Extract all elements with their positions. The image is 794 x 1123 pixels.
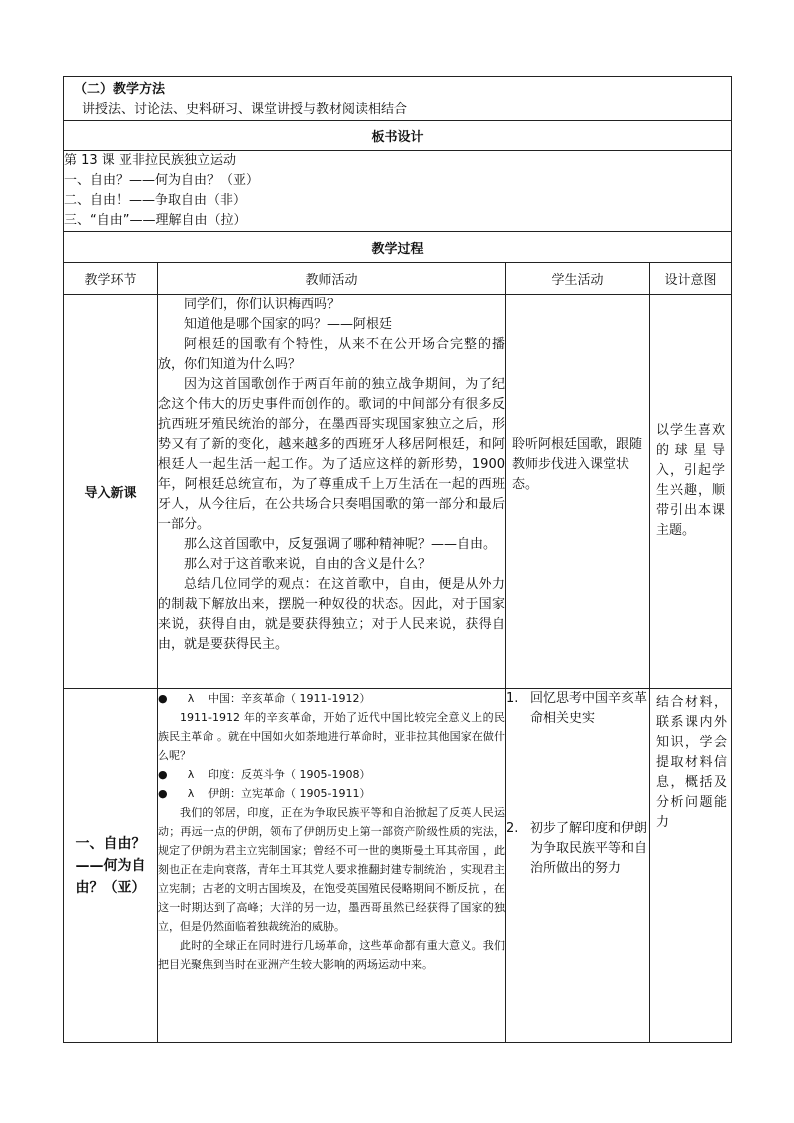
process-row-asia bbox=[64, 689, 732, 1043]
list-text: 初步了解印度和伊朗为争取民族平等和自治所做出的努力 bbox=[530, 821, 648, 876]
teacher-paragraph: 总结几位同学的观点：在这首歌中，自由，便是从外力的制裁下解放出来，摆脱一种奴役的状态。因此，对于国家来说，获得自由，就是要获得独立；对于人民来说，获得自由，就是要获得民主。 bbox=[158, 577, 505, 652]
bullet-item bbox=[158, 765, 505, 784]
student-activity-intro bbox=[506, 295, 650, 689]
teacher-activity-intro bbox=[158, 295, 506, 689]
process-header-row bbox=[64, 263, 732, 295]
lambda-marker: λ bbox=[187, 692, 195, 705]
board-line: 二、自由！——争取自由（非） bbox=[64, 193, 247, 208]
board-design-content-row bbox=[64, 151, 732, 232]
lambda-marker: λ bbox=[187, 787, 195, 800]
document-page bbox=[63, 76, 731, 1043]
teacher-paragraph: 阿根廷的国歌有个特性，从来不在公开场合完整的播放，你们知道为什么吗？ bbox=[158, 337, 505, 372]
teacher-activity-asia bbox=[158, 689, 506, 1043]
header-stage: 教学环节 bbox=[64, 263, 158, 295]
bullet-dot: ● bbox=[158, 692, 168, 705]
bullet-text: 印度：反英斗争（ 1905-1908） bbox=[208, 768, 371, 781]
design-intent-intro bbox=[650, 295, 732, 689]
teaching-method-body: 讲授法、讨论法、史料研习、课堂讲授与教材阅读相结合 bbox=[82, 102, 408, 117]
teacher-paragraph: 因为这首国歌创作于两百年前的独立战争期间，为了纪念这个伟大的历史事件而创作的。歌词的中间部分有很多反抗西班牙殖民统治的部分，在墨西哥实现国家独立之后，形势又有了新的变化，越来越多的西班牙人移居阿根廷，和阿根廷人一起生活一起工作。为了适应这样的新形势，1900 年，阿根廷总统宣布，为了尊重成千上万生活在一起的西班牙人，从今往后，在公共场合只奏唱国歌的第一部分和最后一部分。 bbox=[158, 377, 505, 532]
board-line: 三、“自由”——理解自由（拉） bbox=[64, 213, 247, 228]
bullet-dot: ● bbox=[158, 768, 168, 781]
list-text: 回忆思考中国辛亥革命相关史实 bbox=[530, 691, 648, 726]
teacher-paragraph: 此时的全球正在同时进行几场革命，这些革命都有重大意义。我们把目光聚焦到当时在亚洲产生较大影响的两场运动中来。 bbox=[158, 939, 505, 971]
list-number: 2. bbox=[506, 821, 519, 836]
teaching-process-title-row bbox=[64, 232, 732, 263]
teacher-paragraph: 知道他是哪个国家的吗？——阿根廷 bbox=[184, 317, 393, 332]
design-intent-text: 以学生喜欢的球星导入，引起学生兴趣，顺带引出本课主题。 bbox=[656, 423, 726, 538]
bullet-item bbox=[158, 689, 505, 708]
board-line: 一、自由？——何为自由？（亚） bbox=[64, 173, 260, 188]
board-design-title: 板书设计 bbox=[64, 121, 732, 151]
teacher-paragraph: 那么这首国歌中，反复强调了哪种精神呢？——自由。 bbox=[184, 537, 497, 552]
bullet-dot: ● bbox=[158, 787, 168, 800]
design-intent-asia bbox=[650, 689, 732, 1043]
list-number: 1. bbox=[506, 691, 519, 706]
bullet-item bbox=[158, 784, 505, 803]
teacher-paragraph: 那么对于这首歌来说，自由的含义是什么？ bbox=[184, 557, 432, 572]
teaching-method-title: （二）教学方法 bbox=[74, 82, 166, 97]
stage-asia: 一、自由？——何为自由？（亚） bbox=[64, 689, 158, 1043]
teacher-paragraph: 同学们，你们认识梅西吗？ bbox=[184, 297, 341, 312]
design-intent-text: 结合材料，联系课内外知识，学会提取材料信息，概括及分析问题能力 bbox=[656, 695, 728, 830]
student-list-item bbox=[506, 819, 649, 879]
board-line: 第 13 课 亚非拉民族独立运动 bbox=[64, 153, 236, 168]
lesson-plan-table bbox=[63, 76, 732, 1043]
header-student-activity: 学生活动 bbox=[506, 263, 650, 295]
bullet-text: 中国：辛亥革命（ 1911-1912） bbox=[208, 692, 371, 705]
lambda-marker: λ bbox=[187, 768, 195, 781]
student-activity-text: 聆听阿根廷国歌，跟随教师步伐进入课堂状态。 bbox=[512, 437, 643, 492]
teacher-paragraph: 1911-1912 年的辛亥革命，开始了近代中国比较完全意义上的民族民主革命 。就在中国如火如荼地进行革命时，亚非拉其他国家在做什么呢？ bbox=[158, 711, 505, 762]
header-teacher-activity: 教师活动 bbox=[158, 263, 506, 295]
teaching-process-title: 教学过程 bbox=[64, 232, 732, 263]
student-activity-asia bbox=[506, 689, 650, 1043]
stage-intro: 导入新课 bbox=[64, 295, 158, 689]
teacher-paragraph: 我们的邻居，印度，正在为争取民族平等和自治掀起了反英人民运动；再远一点的伊朗，领布了伊朗历史上第一部资产阶级性质的宪法，规定了伊朗为君主立宪制国家；曾经不可一世的奥斯曼土耳其帝国 ，此刻也正在走向衰落，青年土耳其党人要求推翻封建专制统治 ，实现君主立宪制；古老的文明古国埃及，在饱受英国殖民侵略期间不断反抗 ，在这一时期达到了高峰；大洋的另一边，墨西哥虽然已经获得了国家的独立，但是仍然面临着独裁统治的威胁。 bbox=[158, 806, 505, 933]
process-row-intro bbox=[64, 295, 732, 689]
header-design-intent: 设计意图 bbox=[650, 263, 732, 295]
student-list-item bbox=[506, 689, 649, 729]
board-design-title-row bbox=[64, 121, 732, 151]
bullet-text: 伊朗：立宪革命（ 1905-1911） bbox=[208, 787, 371, 800]
teaching-method-row bbox=[64, 77, 732, 121]
